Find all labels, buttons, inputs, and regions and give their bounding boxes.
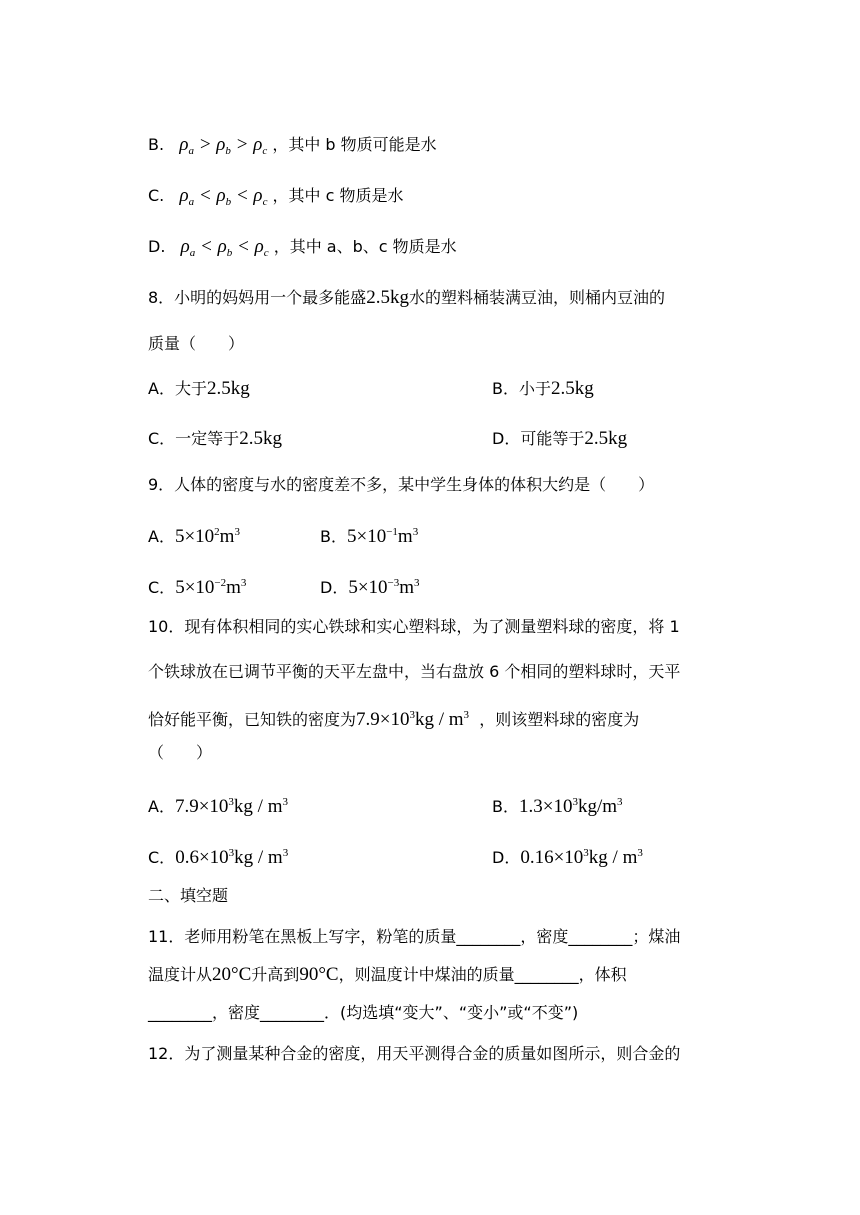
section-heading: 二、填空题 [148, 886, 229, 905]
q9-option-b: B．$5\times 10^{-1}m^3$ [320, 526, 419, 547]
q10-option-c: C．$0.6\times 10^3kg / m^3$ [148, 847, 289, 868]
q8-option-a: A．大于2.5kg [148, 378, 250, 399]
q8-option-b: B．小于2.5kg [492, 378, 594, 399]
q8-option-d: D．可能等于2.5kg [492, 428, 628, 449]
q10-option-a: A．$7.9\times 10^3kg / m^3$ [148, 796, 288, 817]
rho-inequality: $\rho_a < \rho_b < \rho_c$ [179, 185, 268, 208]
q10-option-b: B．$1.3\times 10^3kg/m^3$ [492, 796, 623, 817]
q8-stem-line1: 8．小明的妈妈用一个最多能盛2.5kg水的塑料桶装满豆油，则桶内豆油的 [148, 287, 665, 308]
q11-stem-line2: 温度计从20°C升高到90°C，则温度计中煤油的质量________，体积 [148, 964, 627, 985]
q8-stem-line2: 质量（ ） [148, 334, 245, 353]
q7-option-b: B. $\rho_a > \rho_b > \rho_c$ ，其中 b 物质可能是水 [148, 134, 437, 157]
q10-stem-line4: （ ） [148, 743, 213, 762]
q12-stem-line1: 12．为了测量某种合金的密度，用天平测得合金的质量如图所示，则合金的 [148, 1044, 681, 1063]
q10-stem-line1: 10．现有体积相同的实心铁球和实心塑料球，为了测量塑料球的密度，将 1 [148, 617, 680, 636]
q7-option-c: C. $\rho_a < \rho_b < \rho_c$ ，其中 c 物质是水 [148, 185, 404, 208]
q11-stem-line3: ________，密度________．(均选填“变大”、“变小”或“不变”) [148, 1003, 579, 1022]
q8-option-c: C．一定等于2.5kg [148, 428, 282, 449]
q7-option-d: D. $\rho_a < \rho_b < \rho_c$ ，其中 a、b、c 物质是水 [148, 236, 457, 259]
rho-inequality: $\rho_a < \rho_b < \rho_c$ [180, 236, 269, 259]
q10-stem-line2: 个铁球放在已调节平衡的天平左盘中，当右盘放 6 个相同的塑料球时，天平 [148, 662, 681, 681]
q9-option-c: C．$5\times 10^{-2}m^3$ [148, 577, 247, 598]
q10-option-d: D．$0.16\times 10^3kg / m^3$ [492, 847, 643, 868]
q9-option-a: A．$5\times 10^2m^3$ [148, 526, 240, 547]
q9-option-d: D．$5\times 10^{-3}m^3$ [320, 577, 420, 598]
q11-stem-line1: 11．老师用粉笔在黑板上写字，粉笔的质量________，密度________；煤油 [148, 927, 681, 946]
q10-stem-line3: 恰好能平衡，已知铁的密度为$7.9\times 10^3kg / m^3$ ，则该塑料球的密度为 [148, 709, 640, 730]
q9-stem: 9．人体的密度与水的密度差不多，某中学生身体的体积大约是（ ） [148, 475, 655, 494]
rho-inequality: $\rho_a > \rho_b > \rho_c$ [179, 134, 268, 157]
